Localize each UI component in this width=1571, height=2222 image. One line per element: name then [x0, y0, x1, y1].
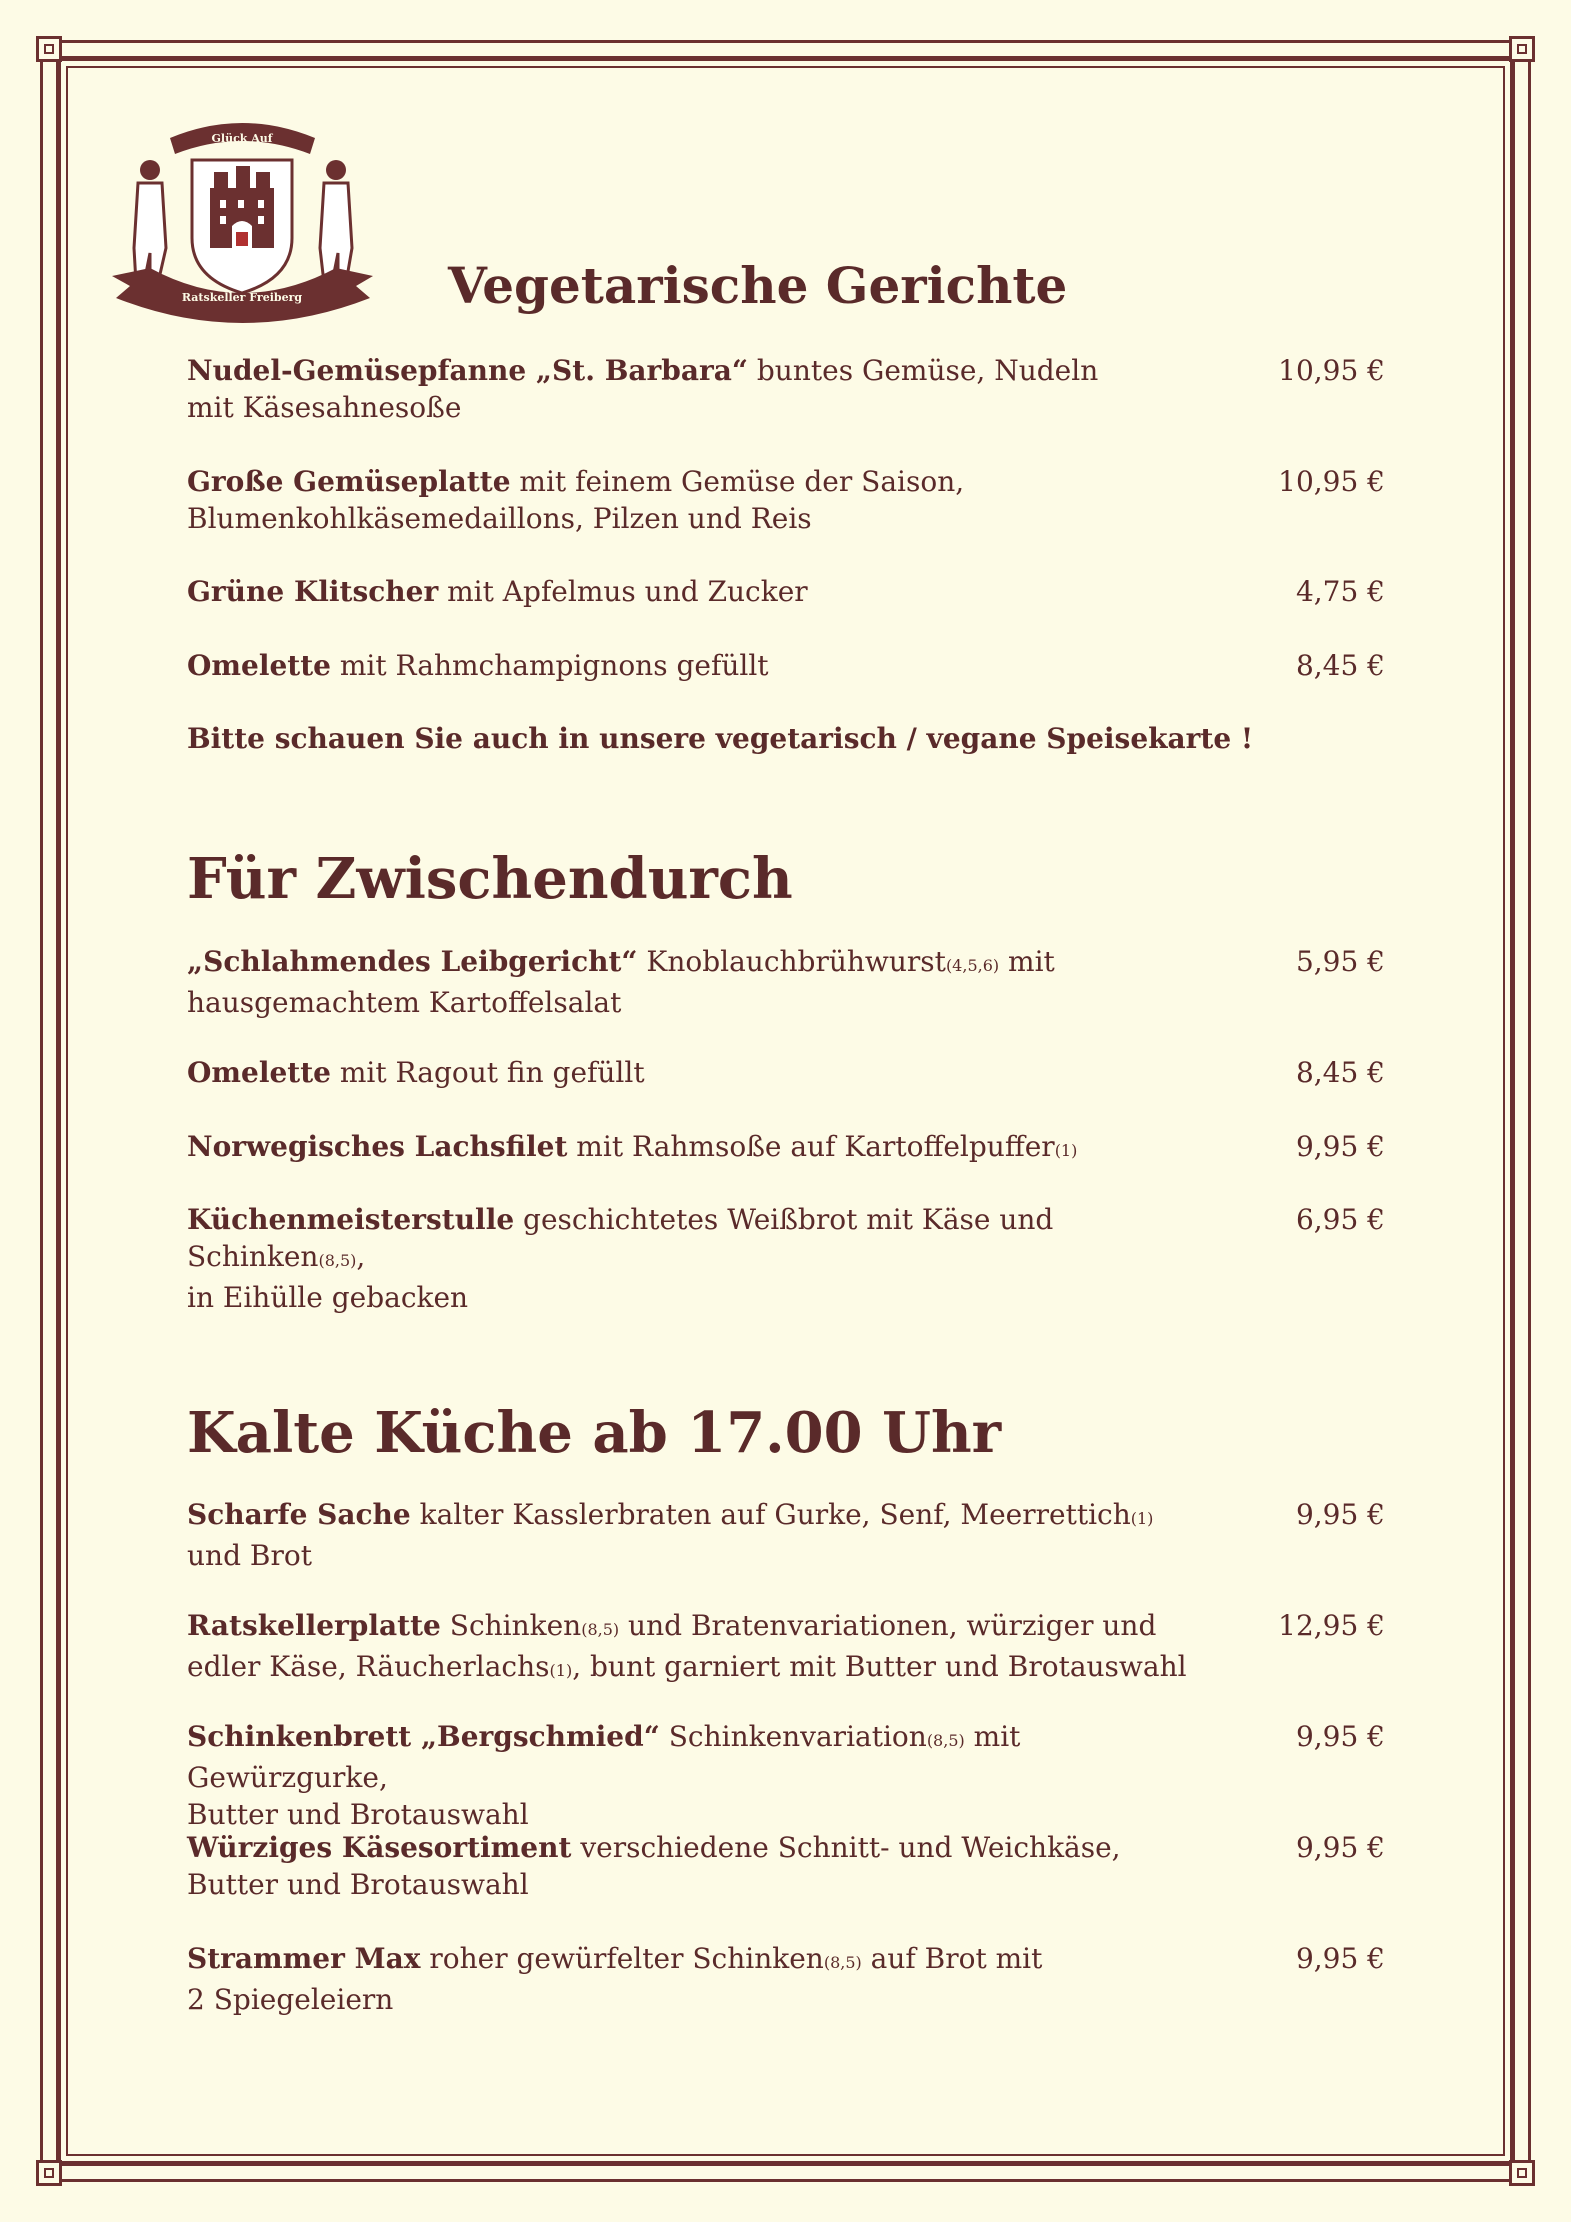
menu-item: [187, 463, 1385, 537]
menu-item: [187, 352, 1385, 426]
menu-item-description: [187, 573, 1207, 610]
menu-item-description: [187, 1940, 1207, 2018]
menu-item-text: edler Käse, Räucherlachs: [187, 1650, 550, 1683]
menu-item-price: 10,95 €: [1278, 354, 1385, 387]
menu-item-name: Nudel-Gemüsepfanne „St. Barbara“: [187, 354, 748, 387]
menu-item-name: Schinkenbrett „Bergschmied“: [187, 1720, 660, 1753]
frame-corner-ornament: [36, 2160, 62, 2186]
section-title-cold-kitchen: Kalte Küche ab 17.00 Uhr: [187, 1400, 1002, 1466]
section-title-snacks: Für Zwischendurch: [187, 846, 793, 912]
menu-item-text: mit feinem Gemüse der Saison,: [510, 465, 965, 498]
frame-corner-ornament: [1509, 36, 1535, 62]
menu-item-text: auf Brot mit: [861, 1942, 1043, 1975]
menu-item: [187, 647, 1385, 684]
menu-item-price: 9,95 €: [1295, 1498, 1385, 1531]
menu-item-name: „Schlahmendes Leibgericht“: [187, 945, 638, 978]
ratskeller-logo: [110, 108, 375, 323]
frame-corner-ornament: [1509, 2160, 1535, 2186]
menu-item-price: 9,95 €: [1295, 1831, 1385, 1864]
menu-item-name: Omelette: [187, 1056, 331, 1089]
vegan-menu-note: Bitte schauen Sie auch in unsere vegetarisch / vegane Speisekarte !: [187, 722, 1254, 755]
menu-item-price: 8,45 €: [1295, 649, 1385, 682]
menu-item-description: [187, 1496, 1207, 1574]
menu-item-text: Knoblauchbrühwurst: [637, 945, 946, 978]
menu-item-name: Große Gemüseplatte: [187, 465, 511, 498]
menu-item-text: mit Rahmchampignons gefüllt: [330, 649, 769, 682]
menu-item-description: [187, 1607, 1267, 1689]
menu-item-price: 12,95 €: [1278, 1609, 1385, 1642]
menu-item-text: Butter und Brotauswahl: [187, 1868, 529, 1901]
menu-item-description: [187, 1718, 1207, 1833]
menu-item-price: 4,75 €: [1295, 575, 1385, 608]
menu-item-name: Omelette: [187, 649, 331, 682]
menu-item-text: und Bratenvariationen, würziger und: [619, 1609, 1157, 1642]
allergen-codes: (8,5): [823, 1953, 862, 1972]
menu-item: [187, 1718, 1385, 1833]
menu-item-text: 2 Spiegeleiern: [187, 1983, 394, 2016]
menu-item-text: mit Rahmsoße auf Kartoffelpuffer: [567, 1130, 1055, 1163]
menu-item-description: [187, 1054, 1207, 1091]
menu-item-name: Würziges Käsesortiment: [187, 1831, 572, 1864]
menu-item: [187, 1496, 1385, 1574]
menu-item-description: [187, 463, 1207, 537]
menu-item-description: [187, 647, 1207, 684]
logo-banner-top: Glück Auf: [211, 132, 273, 145]
menu-item-name: Grüne Klitscher: [187, 575, 439, 608]
menu-item-text: ,: [356, 1240, 366, 1273]
menu-item-text: kalter Kasslerbraten auf Gurke, Senf, Meerrettich: [410, 1498, 1131, 1531]
menu-item-name: Norwegisches Lachsfilet: [187, 1130, 568, 1163]
menu-item: [187, 1054, 1385, 1091]
menu-item-text: Schinkenvariation: [659, 1720, 927, 1753]
menu-item-name: Scharfe Sache: [187, 1498, 411, 1531]
menu-item: [187, 943, 1385, 1021]
menu-item-price: 9,95 €: [1295, 1720, 1385, 1753]
menu-item-description: [187, 1201, 1207, 1316]
menu-item-text: buntes Gemüse, Nudeln: [747, 354, 1099, 387]
menu-item-price: 10,95 €: [1278, 465, 1385, 498]
allergen-codes: (4,5,6): [945, 956, 1000, 975]
allergen-codes: (1): [1130, 1509, 1154, 1528]
menu-item: [187, 1607, 1385, 1689]
menu-item-name: Küchenmeisterstulle: [187, 1203, 515, 1236]
menu-item: [187, 573, 1385, 610]
menu-item-price: 6,95 €: [1295, 1203, 1385, 1236]
menu-item-price: 9,95 €: [1295, 1942, 1385, 1975]
allergen-codes: (8,5): [318, 1251, 357, 1270]
menu-item-name: Ratskellerplatte: [187, 1609, 441, 1642]
menu-item-text: mit Käsesahnesoße: [187, 391, 462, 424]
menu-item-text: hausgemachtem Kartoffelsalat: [187, 986, 622, 1019]
menu-item-text: geschichtetes Weißbrot mit Käse und Schinken: [187, 1203, 1054, 1273]
allergen-codes: (8,5): [926, 1731, 965, 1750]
menu-item-text: Schinken: [440, 1609, 582, 1642]
section-title-vegetarian: Vegetarische Gerichte: [448, 256, 1068, 315]
menu-item-name: Strammer Max: [187, 1942, 421, 1975]
menu-item-price: 8,45 €: [1295, 1056, 1385, 1089]
frame-corner-ornament: [36, 36, 62, 62]
menu-item-description: [187, 1829, 1207, 1903]
allergen-codes: (1): [549, 1661, 573, 1680]
menu-item-text: roher gewürfelter Schinken: [420, 1942, 824, 1975]
menu-item-text: , bunt garniert mit Butter und Brotauswahl: [572, 1650, 1187, 1683]
menu-item: [187, 1201, 1385, 1316]
allergen-codes: (1): [1054, 1141, 1078, 1160]
menu-item-text: verschiedene Schnitt- und Weichkäse,: [571, 1831, 1121, 1864]
menu-item-text: mit Gewürzgurke,: [187, 1720, 1021, 1794]
allergen-codes: (8,5): [581, 1620, 620, 1639]
menu-item-text: mit: [999, 945, 1055, 978]
menu-item-text: Blumenkohlkäsemedaillons, Pilzen und Reis: [187, 502, 812, 535]
menu-item: [187, 1940, 1385, 2018]
menu-item: [187, 1829, 1385, 1903]
menu-item-price: 9,95 €: [1295, 1130, 1385, 1163]
menu-item-text: mit Apfelmus und Zucker: [438, 575, 808, 608]
menu-item-text: mit Ragout fin gefüllt: [330, 1056, 645, 1089]
menu-item-text: in Eihülle gebacken: [187, 1281, 469, 1314]
menu-item-description: [187, 943, 1207, 1021]
menu-item-description: [187, 1128, 1207, 1169]
menu-item-description: [187, 352, 1207, 426]
menu-item-text: Butter und Brotauswahl: [187, 1798, 529, 1831]
menu-item-price: 5,95 €: [1295, 945, 1385, 978]
logo-banner-bottom: Ratskeller Freiberg: [181, 291, 303, 304]
menu-item-text: und Brot: [187, 1539, 312, 1572]
menu-item: [187, 1128, 1385, 1169]
